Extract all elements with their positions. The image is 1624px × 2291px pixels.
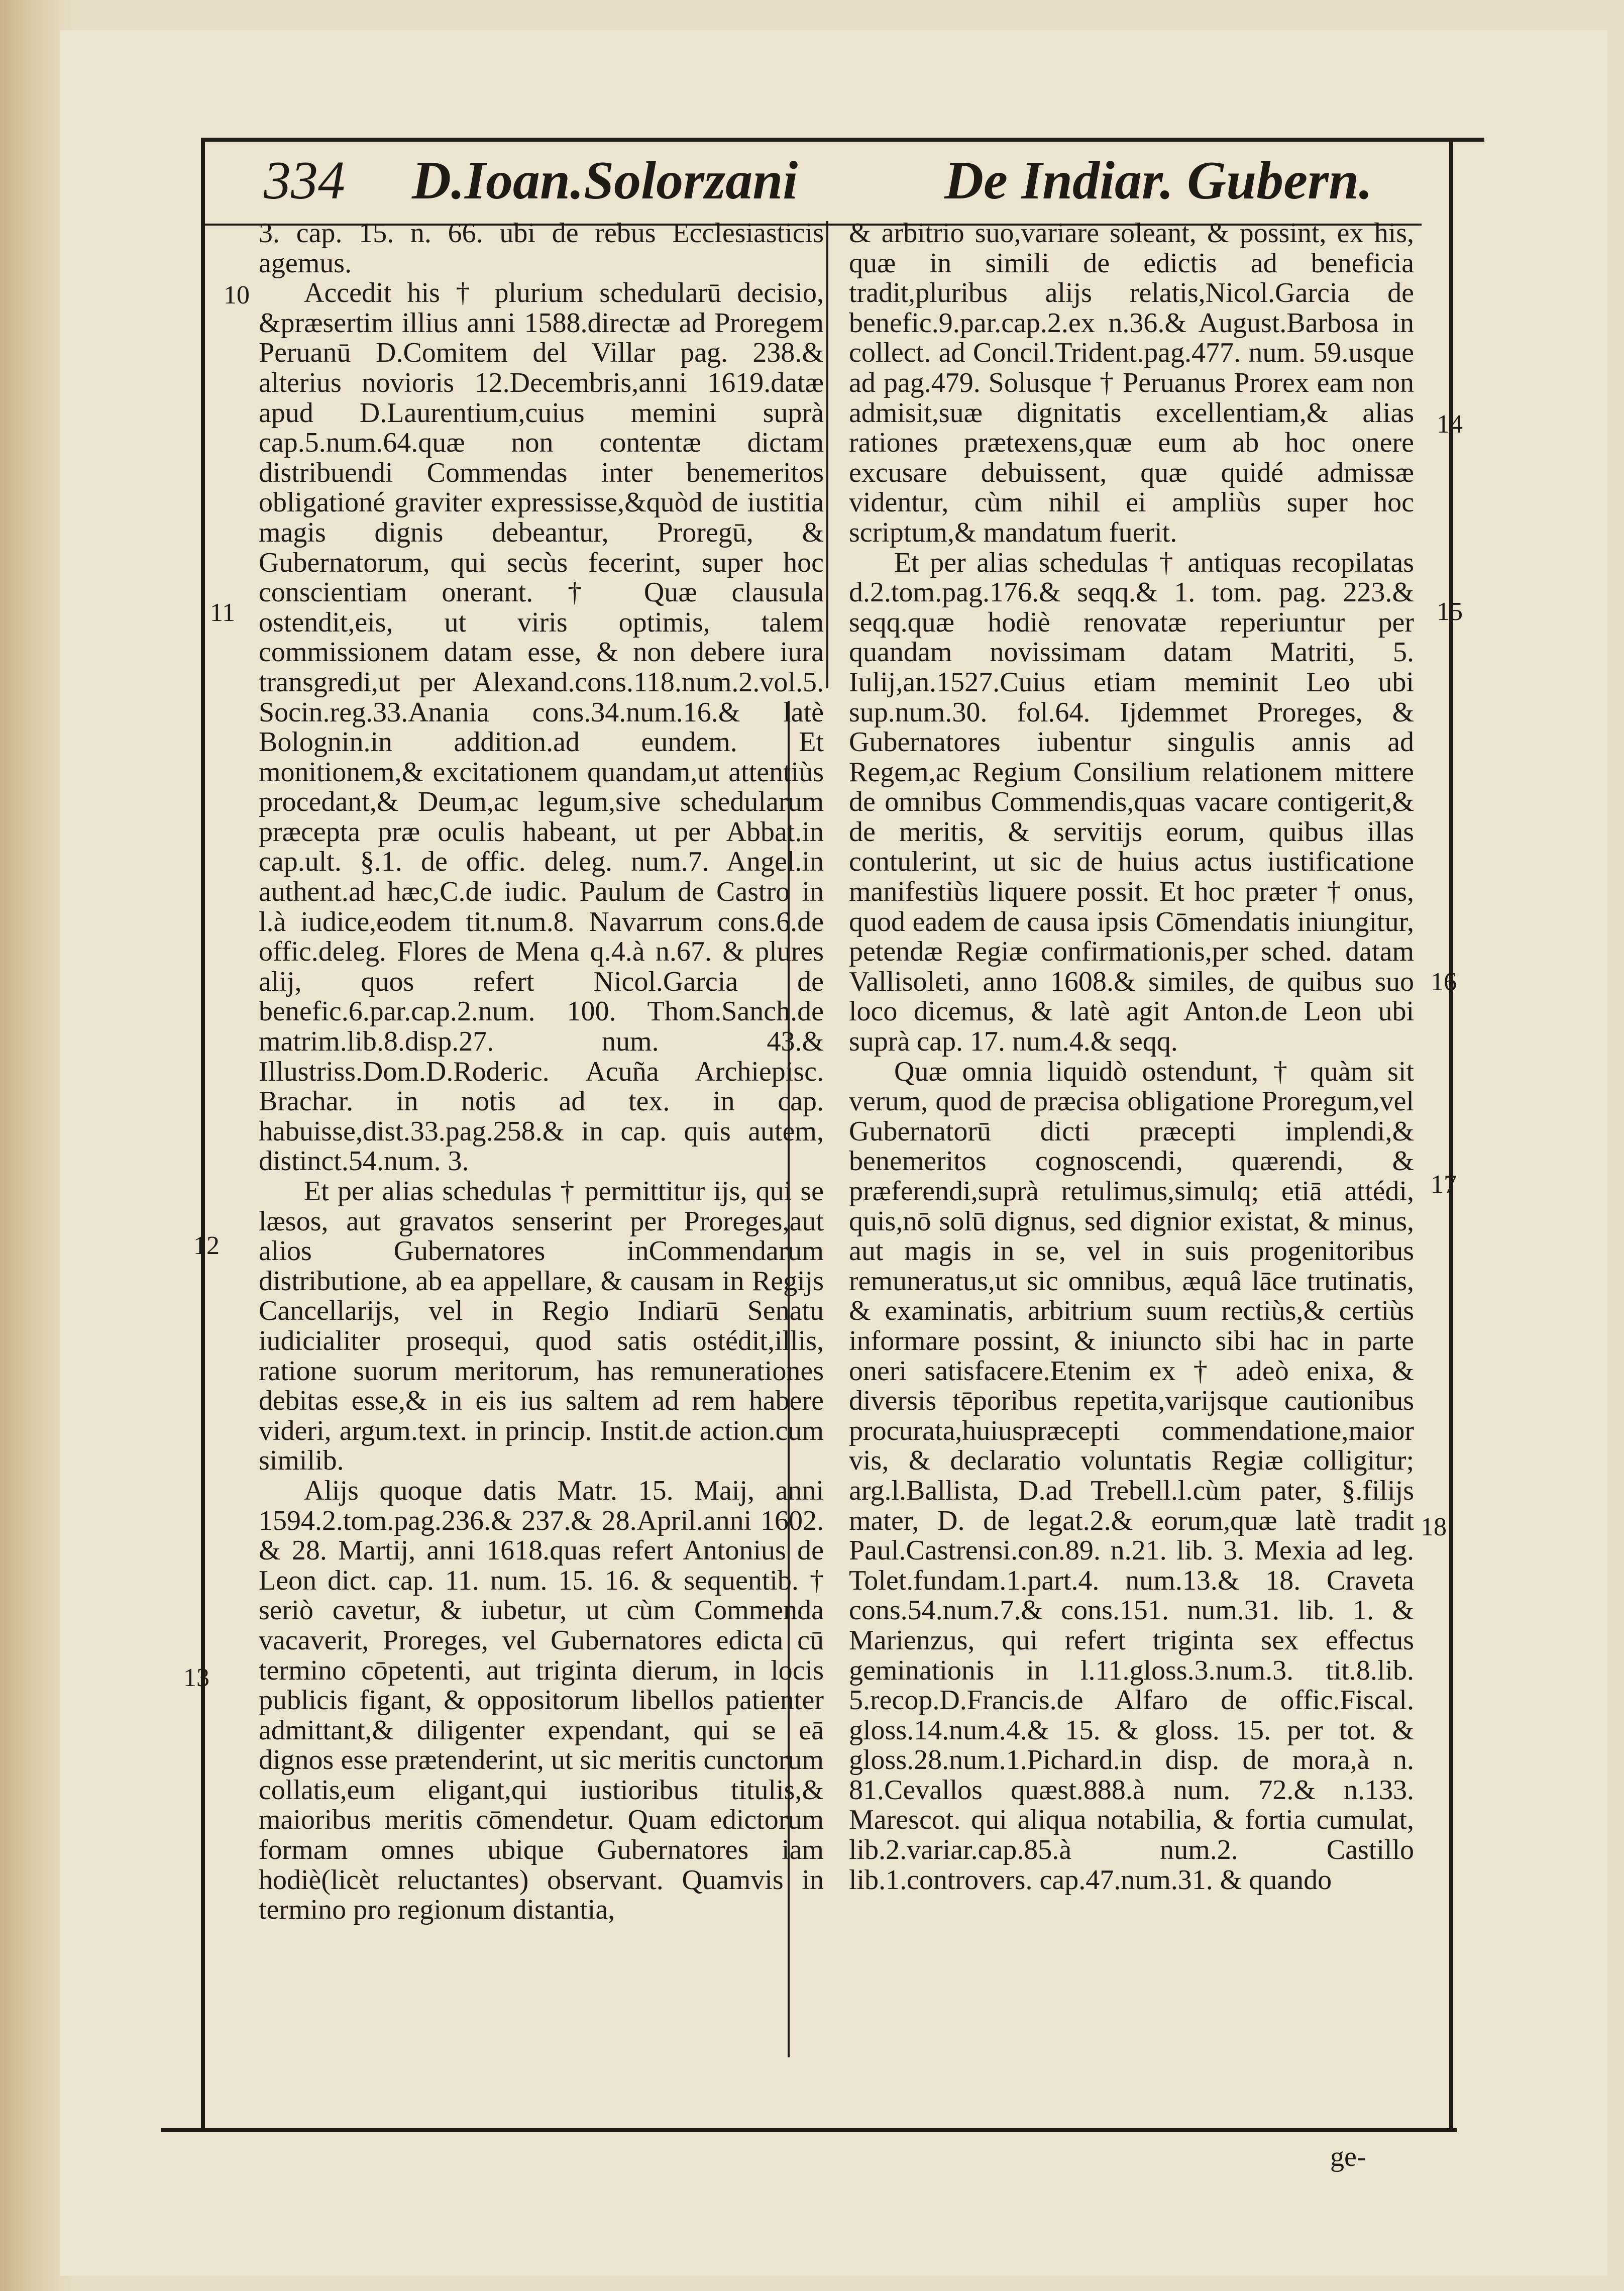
left-column <box>259 219 824 1925</box>
margin-number: 16 <box>1431 968 1457 996</box>
right-column <box>849 219 1414 1895</box>
column-divider-upper <box>826 221 828 688</box>
paragraph: 3. cap. 15. n. 66. ubi de rebus Ecclesiasticis agemus. <box>259 218 824 279</box>
frame-bottom-rule <box>161 2128 1457 2132</box>
margin-number: 18 <box>1421 1513 1447 1541</box>
margin-number: 17 <box>1431 1170 1457 1199</box>
margin-number: 11 <box>210 598 236 627</box>
margin-number: 10 <box>224 281 250 309</box>
paragraph: Quæ omnia liquidò ostendunt, † quàm sit verum, quod de præcisa obligatione Proregum,vel Gubernatorū dicti præcepti implendi,& benemeritos cognoscendi, quærendi, & præferendi,suprà retulimus,simulq; etiā attédi, quis,nō solū dignus, sed dignior existat, & minus, aut magis in se, vel in suis progenitoribus remuneratus,ut sic omnibus, æquâ lāce trutinatis, & examinatis, arbitrium suum rectiùs,& certiùs informare possint, & iniuncto sibi hac in parte oneri satisfacere.Etenim ex † adeò enixa, & diversis tēporibus repetita,varijsque cautionibus procurata,huiuspræcepti commendatione,maior vis, & declaratio voluntatis Regiæ colligitur; arg.l.Ballista, D.ad Trebell.l.cùm pater, §.filijs mater, D. de legat.2.& eorum,quæ latè tradit Paul.Castrensi.con.89. n.21. lib. 3. Mexia ad leg. Tolet.fundam.1.part.4. num.13.& 18. Craveta cons.54.num.7.& cons.151. num.31. lib. 1. & Marienzus, qui refert triginta sex effectus geminationis in l.11.gloss.3.num.3. tit.8.lib. 5.recop.D.Francis.de Alfaro de offic.Fiscal. gloss.14.num.4.& 15. & gloss. 15. per tot. & gloss.28.num.1.Pichard.in disp. de mora,à n. 81.Cevallos quæst.888.à num. 72.& n.133. Marescot. qui aliqua notabilia, & fortia cumulat, lib.2.variar.cap.85.à num.2. Castillo lib.1.controvers. cap.47.num.31. & quando <box>849 1056 1414 1896</box>
paragraph: Et per alias schedulas † permittitur ijs, qui se læsos, aut gravatos senserint per Proreges,aut alios Gubernatores inCommendarum distributione, ab ea appellare, & causam in Regijs Cancellarijs, vel in Regio Indiarū Senatu iudicialiter prosequi, quod satis ostédit,illis, ratione suorum meritorum, has remunerationes debitas esse,& in eis ius saltem ad rem habere videri, argum.text. in princip. Instit.de action.cum similib. <box>259 1176 824 1477</box>
margin-number: 14 <box>1437 410 1463 439</box>
paragraph: & arbitrio suo,variare soleant, & possint, ex his, quæ in simili de edictis ad beneficia tradit,pluribus alijs relatis,Nicol.Garcia de benefic.9.par.cap.2.ex n.36.& August.Barbosa in collect. ad Concil.Trident.pag.477. num. 59.usque ad pag.479. Solusque † Peruanus Prorex eam non admisit,suæ dignitatis excellentiam,& alias rationes prætexens,quæ eum ab hoc onere excusare debuissent, quæ quidé admissæ videntur, cùm nihil ei ampliùs super hoc scriptum,& mandatum fuerit. <box>849 218 1414 548</box>
margin-number: 15 <box>1437 597 1463 626</box>
margin-number: 12 <box>193 1231 220 1260</box>
catchword: ge- <box>1330 2141 1366 2172</box>
paragraph: Accedit his † plurium schedularū decisio, &præsertim illius anni 1588.directæ ad Proregem Peruanū D.Comitem del Villar pag. 238.& alterius novioris 12.Decembris,anni 1619.datæ apud D.Laurentium,cuius memini suprà cap.5.num.64.quæ non contentæ dictam distribuendi Commendas inter benemeritos obligationé graviter expressisse,&quòd de iustitia magis dignis debeantur, Proregū, & Gubernatorum, qui secùs fecerint, super hoc conscientiam onerant. † Quæ clausula ostendit,eis, ut viris optimis, talem commissionem datam esse, & non debere iura transgredi,ut per Alexand.cons.118.num.2.vol.5. Socin.reg.33.Anania cons.34.num.16.& latè Bolognin.in addition.ad eundem. Et monitionem,& excitationem quandam,ut attentiùs procedant,& Deum,ac legum,sive schedularum præcepta præ oculis habeant, ut per Abbat.in cap.ult. §.1. de offic. deleg. num.7. Angel.in authent.ad hæc,C.de iudic. Paulum de Castro in l.à iudice,eodem tit.num.8. Navarrum cons.6.de offic.deleg. Flores de Mena q.4.à n.67. & plures alij, quos refert Nicol.Garcia de benefic.6.par.cap.2.num. 100. Thom.Sanch.de matrim.lib.8.disp.27. num. 43.& Illustriss.Dom.D.Roderic. Acuña Archiepisc. Brachar. in notis ad tex. in cap. habuisse,dist.33.pag.258.& in cap. quis autem, distinct.54.num. 3. <box>259 277 824 1177</box>
page-number: 334 <box>264 151 345 211</box>
paragraph: Et per alias schedulas † antiquas recopilatas d.2.tom.pag.176.& seqq.& 1. tom. pag. 223.& seqq.quæ hodiè renovatæ reperiuntur per quandam novissimam datam Matriti, 5. Iulij,an.1527.Cuius etiam meminit Leo ubi sup.num.30. fol.64. Ijdemmet Proreges, & Gubernatores iubentur singulis annis ad Regem,ac Regium Consilium relationem mittere de omnibus Commendis,quas vacare contigerit,& de meritis, & servitijs eorum, quibus illas contulerint, ut sic de huius actus iustificatione manifestiùs liquere possit. Et hoc præter † onus, quod eadem de causa ipsis Cōmendatis iniungitur, petendæ Regiæ confirmationis,per sched. datam Vallisoleti, anno 1608.& similes, de quibus suo loco dicemus, & latè agit Anton.de Leon ubi suprà cap. 17. num.4.& seqq. <box>849 547 1414 1058</box>
frame-top-rule <box>201 138 1484 142</box>
paragraph: Alijs quoque datis Matr. 15. Maij, anni 1594.2.tom.pag.236.& 237.& 28.April.anni 1602. & 28. Martij, anni 1618.quas refert Antonius de Leon dict. cap. 11. num. 15. 16. & sequentib. † seriò cavetur, & iubetur, ut cùm Commenda vacaverit, Proreges, vel Gubernatores edicta cū termino cōpetenti, aut triginta dierum, in locis publicis figant, & oppositorum libellos patienter admittant,& diligenter expendant, qui se eā dignos esse prætenderint, ut sic meritis cunctorum collatis,eum eligant,qui iustioribus titulis,& maioribus meritis cōmendetur. Quam edictorum formam omnes ubique Gubernatores iam hodiè(licèt reluctantes) observant. Quamvis in termino pro regionum distantia, <box>259 1475 824 1926</box>
frame-left-rule <box>201 138 205 2132</box>
running-head-title: De Indiar. Gubern. <box>944 151 1373 211</box>
running-head-author: D.Ioan.Solorzani <box>412 151 798 211</box>
margin-number: 13 <box>183 1663 209 1692</box>
